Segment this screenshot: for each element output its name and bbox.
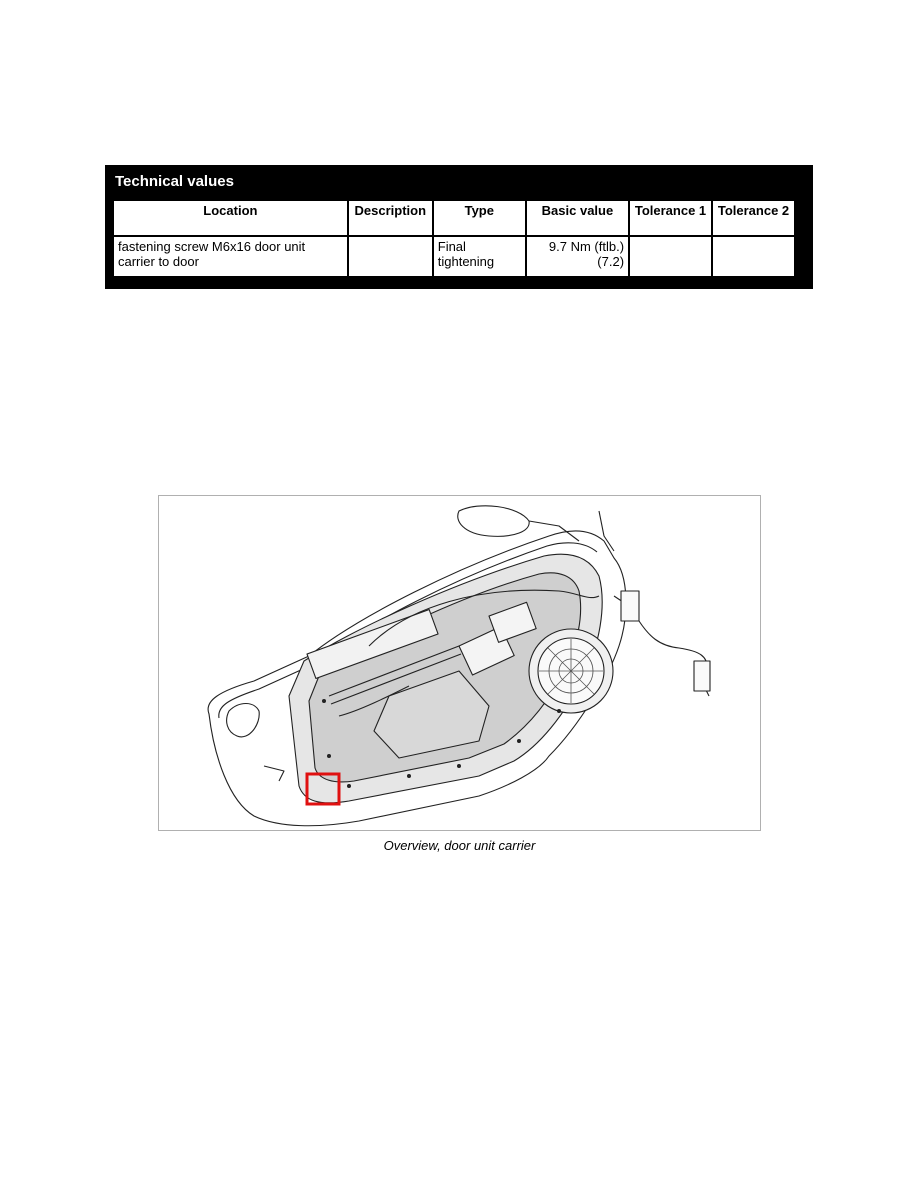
technical-values-box [105, 165, 813, 289]
cell-location: fastening screw M6x16 door unit carrier to door [114, 237, 347, 276]
table-header-row [114, 201, 794, 235]
header-tolerance-2: Tolerance 2 [713, 201, 794, 235]
cell-type: Final tightening [434, 237, 525, 276]
cell-description [349, 237, 432, 276]
door-unit-carrier-illustration [159, 496, 760, 830]
table-row [114, 237, 794, 276]
technical-values-table [112, 199, 796, 278]
header-type: Type [434, 201, 525, 235]
header-tolerance-1: Tolerance 1 [630, 201, 711, 235]
cell-tolerance-2 [713, 237, 794, 276]
cell-tolerance-1 [630, 237, 711, 276]
header-basic-value: Basic value [527, 201, 628, 235]
header-location: Location [114, 201, 347, 235]
cell-basic-value: 9.7 Nm (ftlb.) (7.2) [527, 237, 628, 276]
figure-caption: Overview, door unit carrier [383, 838, 536, 853]
technical-values-title: Technical values [115, 173, 234, 190]
header-description: Description [349, 201, 432, 235]
door-unit-carrier-figure [158, 495, 761, 831]
